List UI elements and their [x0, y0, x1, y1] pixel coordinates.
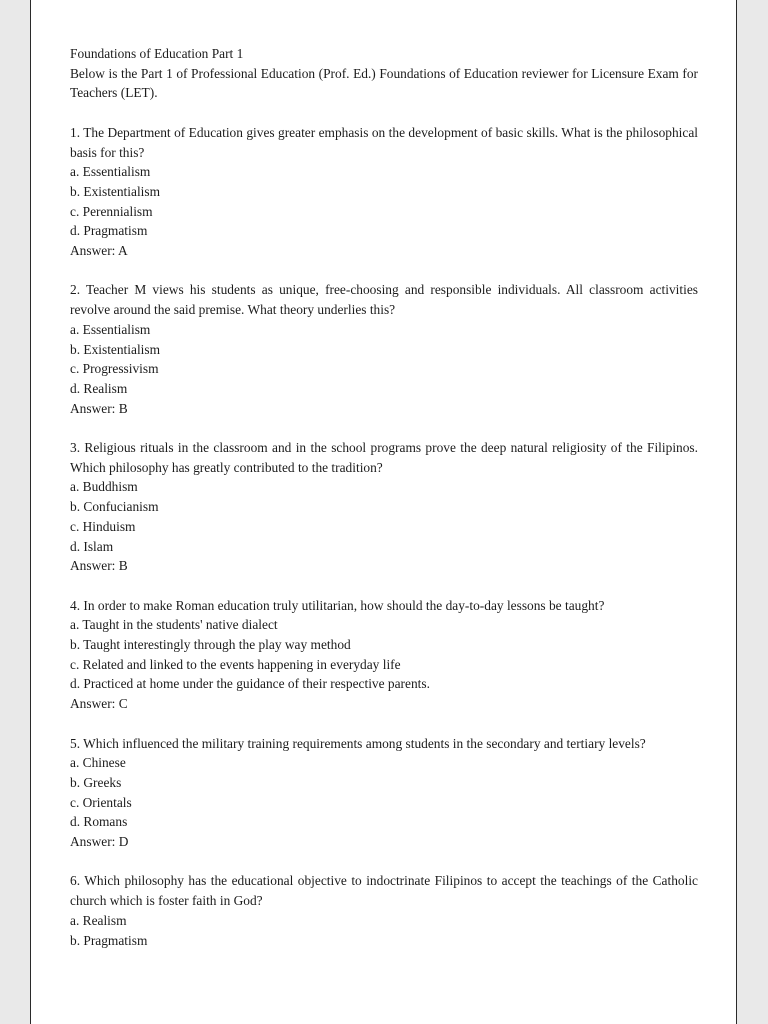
choice-option: b. Taught interestingly through the play way method [70, 637, 351, 653]
question-text: 2. Teacher M views his students as unique, free-choosing and responsible individuals. All classroom activities revolve around the said premise. What theory underlies this? [70, 282, 698, 318]
answer-line: Answer: D [70, 834, 129, 850]
choice-option: d. Realism [70, 380, 128, 396]
choice-option: d. Romans [70, 814, 128, 830]
choice-option: c. Orientals [70, 794, 132, 810]
choice-option: a. Taught in the students' native dialect [70, 617, 278, 633]
choice-option: b. Confucianism [70, 499, 159, 515]
question-item [70, 280, 698, 418]
question-item [70, 596, 698, 714]
choice-option: c. Progressivism [70, 361, 159, 377]
choice-option: a. Buddhism [70, 479, 138, 495]
choice-option: a. Realism [70, 912, 127, 928]
question-text: 1. The Department of Education gives greater emphasis on the development of basic skills. What is the philosophical basis for this? [70, 124, 698, 160]
choice-option: b. Existentialism [70, 341, 161, 357]
choice-option: d. Practiced at home under the guidance of their respective parents. [70, 676, 430, 692]
choice-option: c. Related and linked to the events happening in everyday life [70, 656, 401, 672]
question-item [70, 734, 698, 852]
choice-option: b. Existentialism [70, 183, 161, 199]
choice-option: b. Greeks [70, 774, 122, 790]
question-text: 3. Religious rituals in the classroom and in the school programs prove the deep natural religiosity of the Filipinos. Which philosophy has greatly contributed to the tradition? [70, 440, 698, 475]
document-intro: Below is the Part 1 of Professional Education (Prof. Ed.) Foundations of Education reviewer for Licensure Exam for Teachers (LET). [70, 65, 698, 101]
question-item [70, 871, 698, 950]
choice-option: b. Pragmatism [70, 932, 148, 948]
question-item [70, 123, 698, 261]
answer-line: Answer: B [70, 558, 128, 574]
choice-option: a. Essentialism [70, 164, 151, 180]
choice-option: d. Islam [70, 538, 114, 554]
choice-list [70, 911, 698, 950]
choice-list [70, 162, 698, 241]
choice-option: a. Chinese [70, 755, 126, 771]
choice-option: a. Essentialism [70, 321, 151, 337]
document-page [30, 0, 737, 1024]
answer-line: Answer: A [70, 243, 128, 259]
question-list [70, 123, 698, 950]
answer-line: Answer: B [70, 400, 128, 416]
question-text: 4. In order to make Roman education truly utilitarian, how should the day-to-day lessons be taught? [70, 597, 605, 613]
answer-line: Answer: C [70, 696, 128, 712]
choice-list [70, 320, 698, 399]
document-title: Foundations of Education Part 1 [70, 46, 244, 61]
choice-option: c. Perennialism [70, 203, 153, 219]
choice-option: c. Hinduism [70, 518, 136, 534]
choice-list [70, 615, 698, 694]
choice-option: d. Pragmatism [70, 223, 148, 239]
choice-list [70, 753, 698, 832]
question-item [70, 438, 698, 576]
question-text: 5. Which influenced the military training requirements among students in the secondary and tertiary levels? [70, 735, 646, 751]
choice-list [70, 477, 698, 556]
document-content [70, 44, 698, 950]
question-text: 6. Which philosophy has the educational objective to indoctrinate Filipinos to accept the teachings of the Catholic church which is foster faith in God? [70, 873, 698, 909]
